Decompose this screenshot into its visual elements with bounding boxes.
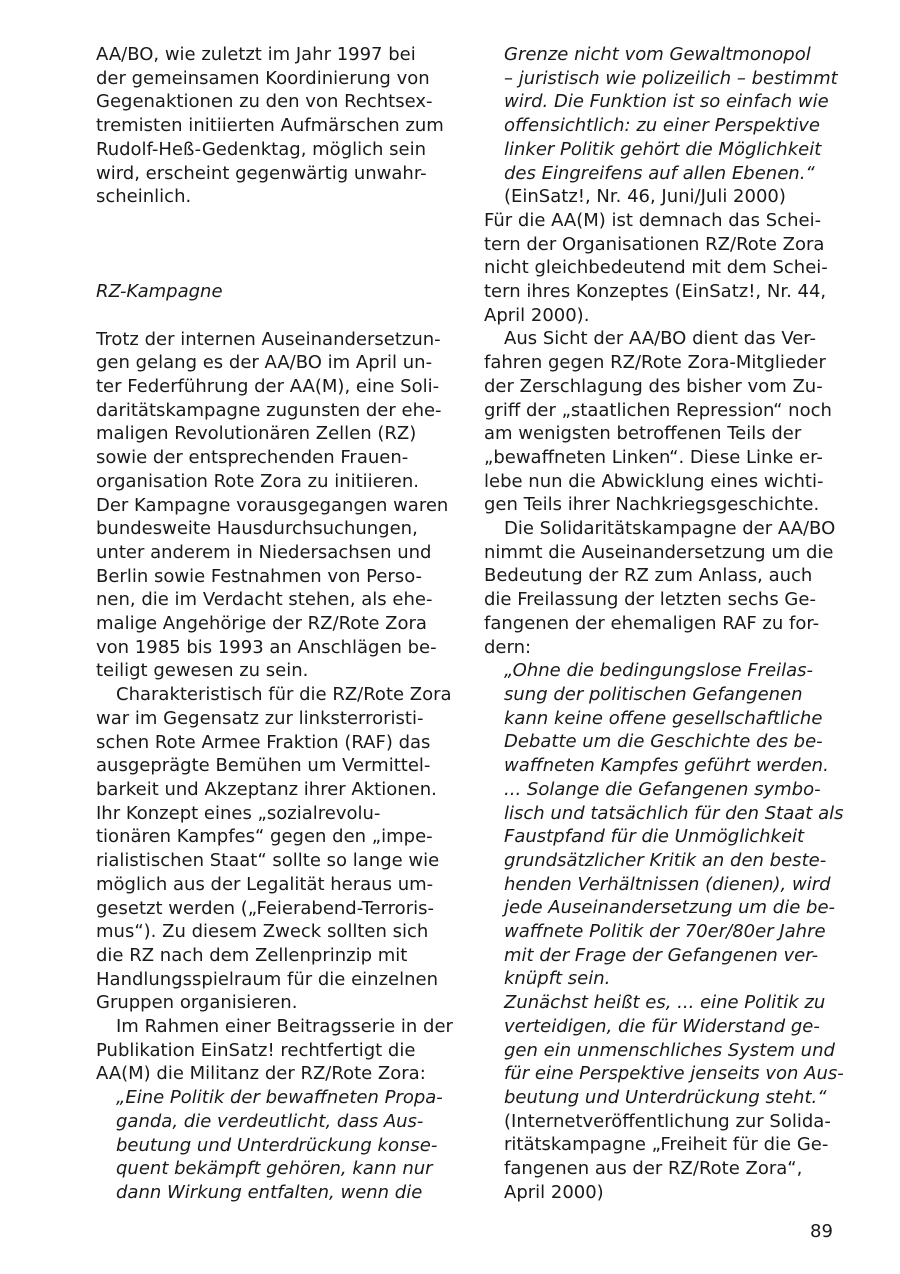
text-line: schen Rote Armee Fraktion (RAF) das: [96, 731, 431, 753]
text-line: unter anderem in Niedersachsen und: [96, 541, 432, 563]
quote-line: quent bekämpft gehören, kann nur: [116, 1158, 433, 1180]
left-column: [96, 43, 452, 1205]
text-line: barkeit und Akzeptanz ihrer Aktionen.: [96, 778, 437, 800]
text-line: tern der Organisationen RZ/Rote Zora: [484, 233, 825, 255]
text-line: dern:: [484, 636, 532, 658]
text-line: Die Solidaritätskampagne der AA/BO: [504, 518, 836, 540]
quote-line: Grenze nicht vom Gewaltmonopol: [504, 44, 811, 65]
text-line: fangenen der ehemaligen RAF zu for-: [484, 612, 820, 634]
paragraph-1: [96, 328, 452, 684]
text-line: die RZ nach dem Zellenprinzip mit: [96, 944, 408, 966]
text-line: malige Angehörige der RZ/Rote Zora: [96, 613, 427, 635]
section-heading: RZ-Kampagne: [96, 280, 223, 302]
text-line: tionären Kampfes“ gegen den „impe-: [96, 826, 433, 848]
text-line: gesetzt werden („Feierabend-Terroris-: [96, 897, 434, 919]
quote-line: wird. Die Funktion ist so einfach wie: [504, 91, 829, 113]
right-column: [484, 43, 844, 1204]
paragraph-2: [96, 683, 452, 1015]
text-line: mus“). Zu diesem Zweck sollten sich: [96, 921, 429, 943]
text-line: Aus Sicht der AA/BO dient das Ver-: [504, 328, 817, 350]
text-line: maligen Revolutionären Zellen (RZ): [96, 423, 417, 445]
text-line: war im Gegensatz zur linksterroristi-: [96, 707, 424, 729]
text-line: bundesweite Hausdurchsuchungen,: [96, 518, 418, 540]
source-line: ritätskampagne „Freiheit für die Ge-: [504, 1134, 829, 1156]
text-line: Handlungsspielraum für die einzelnen: [96, 968, 438, 990]
quote-line: offensichtlich: zu einer Perspektive: [504, 115, 820, 137]
quote-line: henden Verhältnissen (dienen), wird: [504, 873, 831, 895]
source-line: fangenen aus der RZ/Rote Zora“,: [504, 1158, 803, 1180]
text-line: Rudolf-Heß-Gedenktag, möglich sein: [96, 138, 427, 160]
text-line: griff der „staatlichen Repression“ noch: [484, 399, 832, 421]
quote-2: [484, 659, 844, 1109]
quote-line: „Ohne die bedingungslose Freilas-: [504, 660, 813, 682]
paragraph-5: [484, 327, 840, 517]
quote-line: beutung und Unterdrückung konse-: [116, 1134, 438, 1156]
text-line: wird, erscheint gegenwärtig unwahr-: [96, 162, 427, 184]
text-line: am wenigsten betroffenen Teils der: [484, 423, 802, 445]
text-line: gen gelang es der AA/BO im April un-: [96, 352, 433, 374]
quote-line: jede Auseinandersetzung um die be-: [504, 897, 836, 919]
text-line: fahren gegen RZ/Rote Zora-Mitglieder: [484, 352, 826, 374]
text-line: scheinlich.: [96, 186, 192, 208]
quote-1-continued: [484, 43, 840, 185]
text-line: Bedeutung der RZ zum Anlass, auch: [484, 565, 813, 587]
quote-line: des Eingreifens auf allen Ebenen.“: [504, 162, 815, 184]
text-line: tremisten initiierten Aufmärschen zum: [96, 115, 444, 137]
text-line: die Freilassung der letzten sechs Ge-: [484, 589, 816, 611]
text-line: sowie der entsprechenden Frauen-: [96, 447, 409, 469]
text-line: möglich aus der Legalität heraus um-: [96, 873, 434, 895]
text-line: AA/BO, wie zuletzt im Jahr 1997 bei: [96, 44, 416, 65]
text-line: April 2000).: [484, 304, 590, 326]
quote-1: [96, 1086, 452, 1205]
quote-2-source: [484, 1110, 840, 1205]
quote-line: beutung und Unterdrückung steht.“: [504, 1086, 827, 1108]
text-line: von 1985 bis 1993 an Anschlägen be-: [96, 636, 437, 658]
quote-line: ganda, die verdeutlicht, dass Aus-: [116, 1110, 424, 1132]
intro-paragraph: [96, 43, 452, 209]
quote-line: waffnete Politik der 70er/80er Jahre: [504, 921, 826, 943]
text-line: ter Federführung der AA(M), eine Soli-: [96, 376, 440, 398]
quote-line: gen ein unmenschliches System und: [504, 1039, 835, 1061]
text-line: ausgeprägte Bemühen um Vermittel-: [96, 755, 431, 777]
text-line: Berlin sowie Festnahmen von Perso-: [96, 565, 423, 587]
paragraph-3: [96, 1015, 452, 1086]
quote-line: sung der politischen Gefangenen: [504, 683, 803, 705]
paragraph-6: [484, 517, 840, 659]
quote-line: Zunächst heißt es, ... eine Politik zu: [504, 992, 826, 1014]
text-line: teiligt gewesen zu sein.: [96, 660, 309, 682]
text-line: gen Teils ihrer Nachkriegsgeschichte.: [484, 494, 820, 516]
text-line: Publikation EinSatz! rechtfertigt die: [96, 1039, 416, 1061]
text-line: „bewaffneten Linken“. Diese Linke er-: [484, 446, 823, 468]
text-line: nimmt die Auseinandersetzung um die: [484, 541, 834, 563]
quote-line: für eine Perspektive jenseits von Aus-: [504, 1063, 844, 1085]
text-line: nicht gleichbedeutend mit dem Schei-: [484, 257, 828, 279]
quote-line: Debatte um die Geschichte des be-: [504, 731, 823, 753]
quote-line: lisch und tatsächlich für den Staat als: [504, 802, 844, 824]
quote-line: mit der Frage der Gefangenen ver-: [504, 944, 819, 966]
text-line: daritätskampagne zugunsten der ehe-: [96, 399, 442, 421]
text-line: AA(M) die Militanz der RZ/Rote Zora:: [96, 1063, 426, 1085]
text-line: der gemeinsamen Koordinierung von: [96, 67, 430, 89]
quote-line: Faustpfand für die Unmöglichkeit: [504, 826, 805, 848]
source-line: April 2000): [504, 1181, 604, 1203]
quote-line: – juristisch wie polizeilich – bestimmt: [504, 67, 838, 89]
text-line: organisation Rote Zora zu initiieren.: [96, 470, 419, 492]
quote-line: verteidigen, die für Widerstand ge-: [504, 1015, 820, 1037]
quote-line: linker Politik gehört die Möglichkeit: [504, 138, 822, 160]
quote-line: waffneten Kampfes geführt werden.: [504, 755, 829, 777]
text-line: Charakteristisch für die RZ/Rote Zora: [116, 684, 452, 706]
text-line: Gegenaktionen zu den von Rechtsex-: [96, 91, 433, 113]
text-line: der Zerschlagung des bisher vom Zu-: [484, 375, 823, 397]
text-line: nen, die im Verdacht stehen, als ehe-: [96, 589, 433, 611]
quote-line: kann keine offene gesellschaftliche: [504, 707, 823, 729]
text-line: Für die AA(M) ist demnach das Schei-: [484, 209, 822, 231]
text-line: tern ihres Konzeptes (EinSatz!, Nr. 44,: [484, 281, 827, 303]
text-line: Ihr Konzept eines „sozialrevolu-: [96, 802, 381, 824]
text-line: Trotz der internen Auseinandersetzun-: [96, 328, 441, 350]
text-line: lebe nun die Abwicklung eines wichti-: [484, 470, 824, 492]
text-line: rialistischen Staat“ sollte so lange wie: [96, 850, 440, 872]
quote-line: ... Solange die Gefangenen symbo-: [504, 778, 821, 800]
quote-1-source: (EinSatz!, Nr. 46, Juni/Juli 2000): [504, 186, 786, 208]
quote-line: grundsätzlicher Kritik an den beste-: [504, 849, 827, 871]
text-line: Der Kampagne vorausgegangen waren: [96, 494, 449, 516]
quote-line: „Eine Politik der bewaffneten Propa-: [116, 1087, 443, 1109]
quote-line: knüpft sein.: [504, 968, 611, 990]
page-number: 89: [810, 1221, 833, 1242]
text-line: Gruppen organisieren.: [96, 992, 298, 1014]
quote-line: dann Wirkung entfalten, wenn die: [116, 1181, 423, 1203]
paragraph-4: [484, 209, 840, 328]
source-line: (Internetveröffentlichung zur Solida-: [504, 1110, 831, 1132]
text-line: Im Rahmen einer Beitragsserie in der: [116, 1016, 453, 1038]
